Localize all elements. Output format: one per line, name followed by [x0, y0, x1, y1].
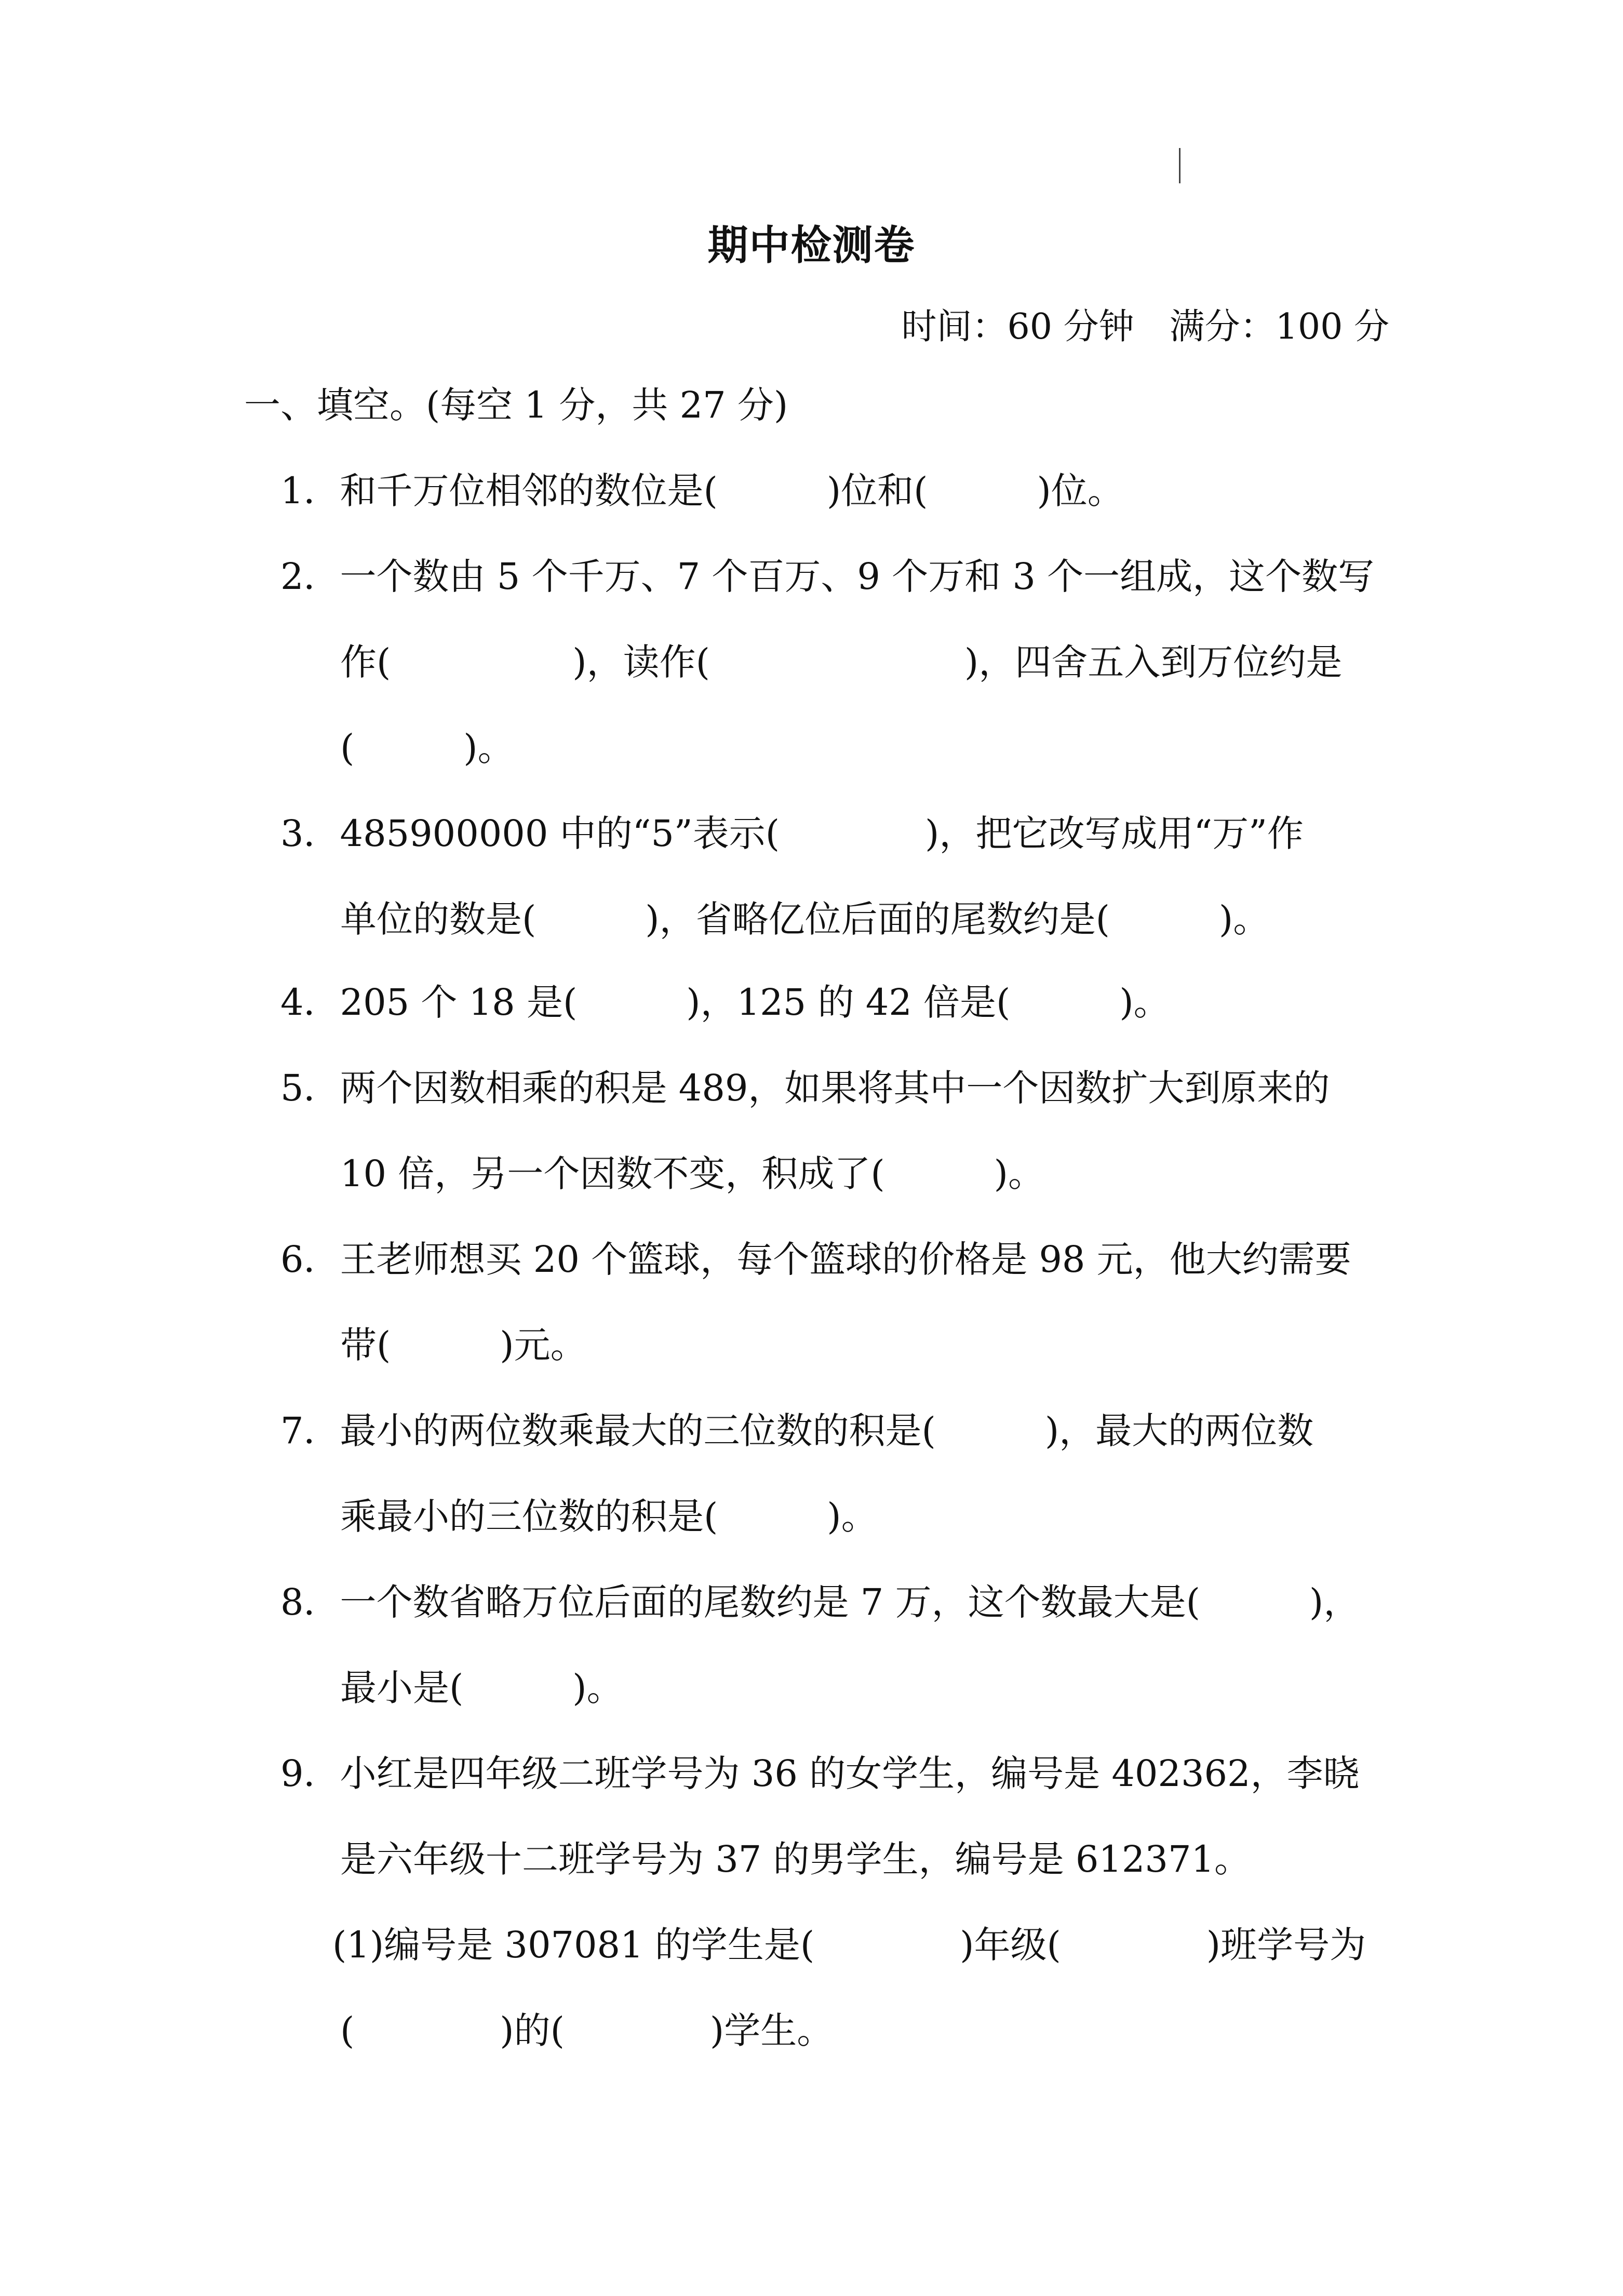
question-2-cont: ( )。 — [340, 727, 514, 769]
question-9-part-1-cont: ( )的( )学生。 — [340, 2009, 834, 2052]
question-3: 3．485900000 中的“5”表示( )，把它改写成用“万”作 — [280, 812, 1304, 855]
question-8: 8．一个数省略万位后面的尾数约是 7 万，这个数最大是( )， — [280, 1581, 1360, 1623]
section-heading: 一、填空。(每空 1 分，共 27 分) — [244, 384, 788, 426]
margin-mark — [1179, 148, 1181, 183]
question-7-cont: 乘最小的三位数的积是( )。 — [340, 1495, 878, 1538]
question-9-cont: 是六年级十二班学号为 37 的男学生，编号是 612371。 — [340, 1838, 1251, 1881]
question-4: 4．205 个 18 是( )，125 的 42 倍是( )。 — [280, 981, 1170, 1024]
question-3-cont: 单位的数是( )，省略亿位后面的尾数约是( )。 — [340, 898, 1270, 941]
question-2: 2．一个数由 5 个千万、7 个百万、9 个万和 3 个一组成，这个数写 — [280, 555, 1375, 598]
question-9: 9．小红是四年级二班学号为 36 的女学生，编号是 402362，李晓 — [280, 1752, 1360, 1795]
page-title: 期中检测卷 — [707, 222, 916, 269]
question-6: 6．王老师想买 20 个篮球，每个篮球的价格是 98 元，他大约需要 — [280, 1238, 1351, 1281]
question-7: 7．最小的两位数乘最大的三位数的积是( )，最大的两位数 — [280, 1409, 1314, 1452]
question-2-cont: 作( )，读作( )，四舍五入到万位约是 — [340, 641, 1343, 683]
question-6-cont: 带( )元。 — [340, 1324, 587, 1366]
question-5: 5．两个因数相乘的积是 489，如果将其中一个因数扩大到原来的 — [280, 1067, 1330, 1109]
question-8-cont: 最小是( )。 — [340, 1667, 623, 1709]
question-1: 1．和千万位相邻的数位是( )位和( )位。 — [280, 469, 1124, 512]
question-9-part-1: (1)编号是 307081 的学生是( )年级( )班学号为 — [332, 1924, 1366, 1966]
question-5-cont: 10 倍，另一个因数不变，积成了( )。 — [340, 1152, 1044, 1195]
exam-meta: 时间：60 分钟 满分：100 分 — [901, 306, 1389, 347]
